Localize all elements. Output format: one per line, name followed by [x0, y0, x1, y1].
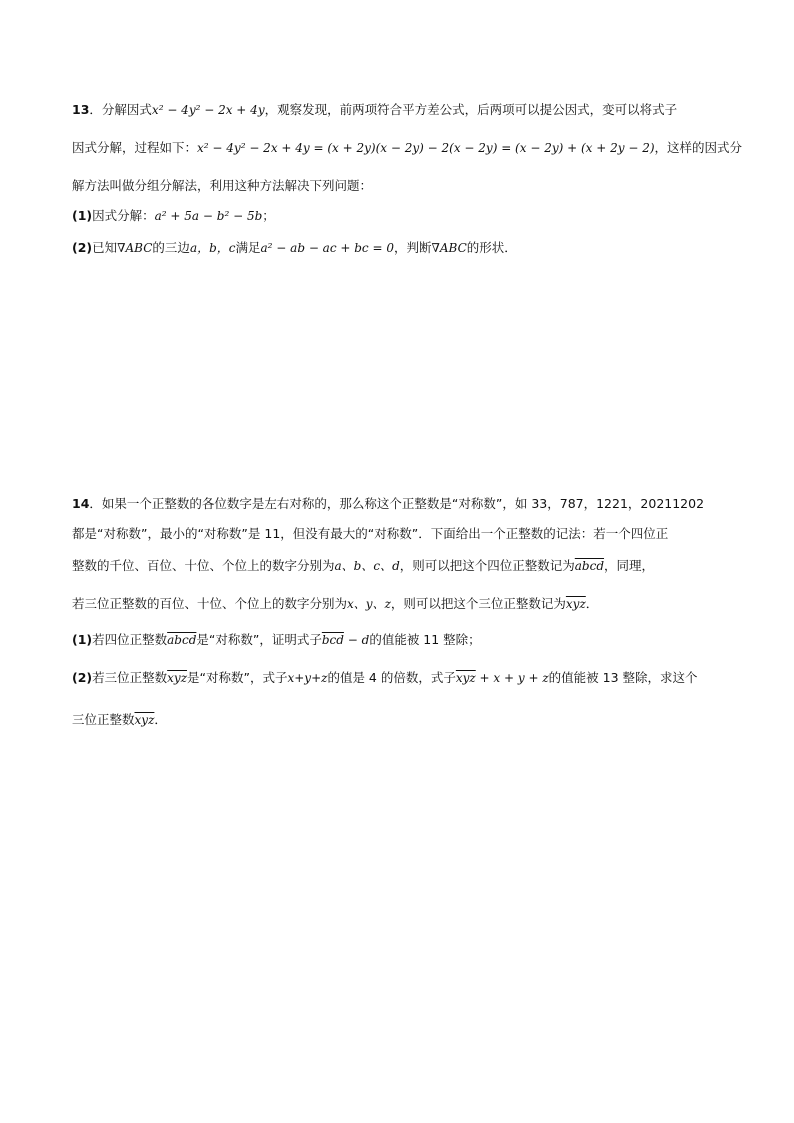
- q14-xyz-overline: $\overline{xyz}$: [134, 713, 155, 727]
- q14-text: 都是“对称数”，最小的“对称数”是 11，但没有最大的“对称数”．下面给出一个正整数的记法：若一个四位正: [72, 526, 669, 541]
- q14-last-line: [72, 710, 167, 730]
- q14-part2-text: 的值能被 13 整除，求这个: [548, 670, 698, 685]
- q14-digits-vars: x、y、z: [347, 597, 391, 611]
- q14-part1-text: 若四位正整数: [92, 632, 168, 647]
- q13-part2-text: 已知: [92, 240, 118, 255]
- q13-part1-label: (1): [72, 208, 93, 223]
- q14-text: 三位正整数: [72, 712, 135, 727]
- q14-bcd-overline: $\overline{bcd}$: [321, 633, 344, 647]
- q13-part1-text: 因式分解：: [92, 208, 155, 223]
- q14-text: ，则可以把这个三位正整数记为: [390, 596, 566, 611]
- q14-part1-text: 的值能被 11 整除；: [369, 632, 481, 647]
- q13-part1: [72, 206, 275, 226]
- q13-part2-text: 的三边: [152, 240, 190, 255]
- q13-part2-text: ，判断: [393, 240, 432, 255]
- q14-part2-text: 是“对称数”，式子: [187, 670, 288, 685]
- q14-text: ．: [585, 596, 599, 611]
- q13-triangle: ∇ABC: [117, 241, 153, 255]
- q14-text: ．如果一个正整数的各位数字是左右对称的，那么称这个正整数是“对称数”，如 33，787，1221，20211202: [89, 496, 705, 511]
- q14-number: 14: [72, 496, 90, 511]
- q14-part1-text: 是“对称数”，证明式子: [196, 632, 322, 647]
- q14-xyz-overline: $\overline{xyz}$: [565, 597, 586, 611]
- q14-digits-vars: a、b、c、d: [334, 559, 400, 573]
- q14-part1: [72, 630, 481, 650]
- q14-sum-expression: x+y+z: [287, 671, 328, 685]
- q14-line2: [72, 524, 668, 544]
- q14-minus-d: − d: [343, 633, 370, 647]
- q14-part1-label: (1): [72, 632, 93, 647]
- q14-line3: [72, 556, 654, 576]
- q14-part2-label: (2): [72, 670, 93, 685]
- q13-condition: a² − ab − ac + bc = 0: [260, 241, 394, 255]
- q14-line4: [72, 594, 598, 614]
- q14-text: ，同理，: [604, 558, 655, 573]
- q14-plus-expression: + x + y + z: [475, 671, 549, 685]
- q13-text: ，观察发现，前两项符合平方差公式，后两项可以提公因式，变可以将式子: [264, 102, 678, 117]
- q14-abcd-overline: abcd: [574, 559, 605, 573]
- q13-process-expression: x² − 4y² − 2x + 4y = (x + 2y)(x − 2y) − 2(x − 2y) = (x − 2y) + (x + 2y − 2): [197, 141, 655, 155]
- q13-text: 因式分解，过程如下：: [72, 140, 198, 155]
- q13-line1: [72, 100, 677, 120]
- q13-line2: [72, 138, 742, 158]
- q13-triangle: ∇ABC: [431, 241, 467, 255]
- q14-abcd-overline: abcd: [167, 633, 197, 647]
- q14-xyz-overline: $\overline{xyz}$: [167, 671, 188, 685]
- q14-text: ，则可以把这个四位正整数记为: [399, 558, 575, 573]
- q13-line3: [72, 176, 372, 196]
- q13-part2-text: 满足: [235, 240, 261, 255]
- q14-part2-text: 的值是 4 的倍数，式子: [327, 670, 456, 685]
- q14-part2: [72, 668, 698, 688]
- q13-part1-end: ；: [262, 208, 275, 223]
- q14-xyz-overline: $\overline{xyz}$: [455, 671, 476, 685]
- q14-part2-text: 若三位正整数: [92, 670, 168, 685]
- q13-number: 13: [72, 102, 90, 117]
- q13-text: ，这样的因式分: [654, 140, 743, 155]
- q13-text: 解方法叫做分组分解法，利用这种方法解决下列问题：: [72, 178, 373, 193]
- q13-part1-expression: a² + 5a − b² − 5b: [154, 209, 263, 223]
- q13-sides: a，b，c: [189, 241, 236, 255]
- q13-part2-text: 的形状．: [466, 240, 517, 255]
- q13-text: ．分解因式: [89, 102, 152, 117]
- q13-expression: x² − 4y² − 2x + 4y: [151, 103, 265, 117]
- q14-line1: [72, 494, 704, 514]
- q13-part2-label: (2): [72, 240, 93, 255]
- q14-text: ．: [154, 712, 167, 727]
- q14-text: 若三位正整数的百位、十位、个位上的数字分别为: [72, 596, 348, 611]
- q14-text: 整数的千位、百位、十位、个位上的数字分别为: [72, 558, 335, 573]
- q13-part2: [72, 238, 517, 258]
